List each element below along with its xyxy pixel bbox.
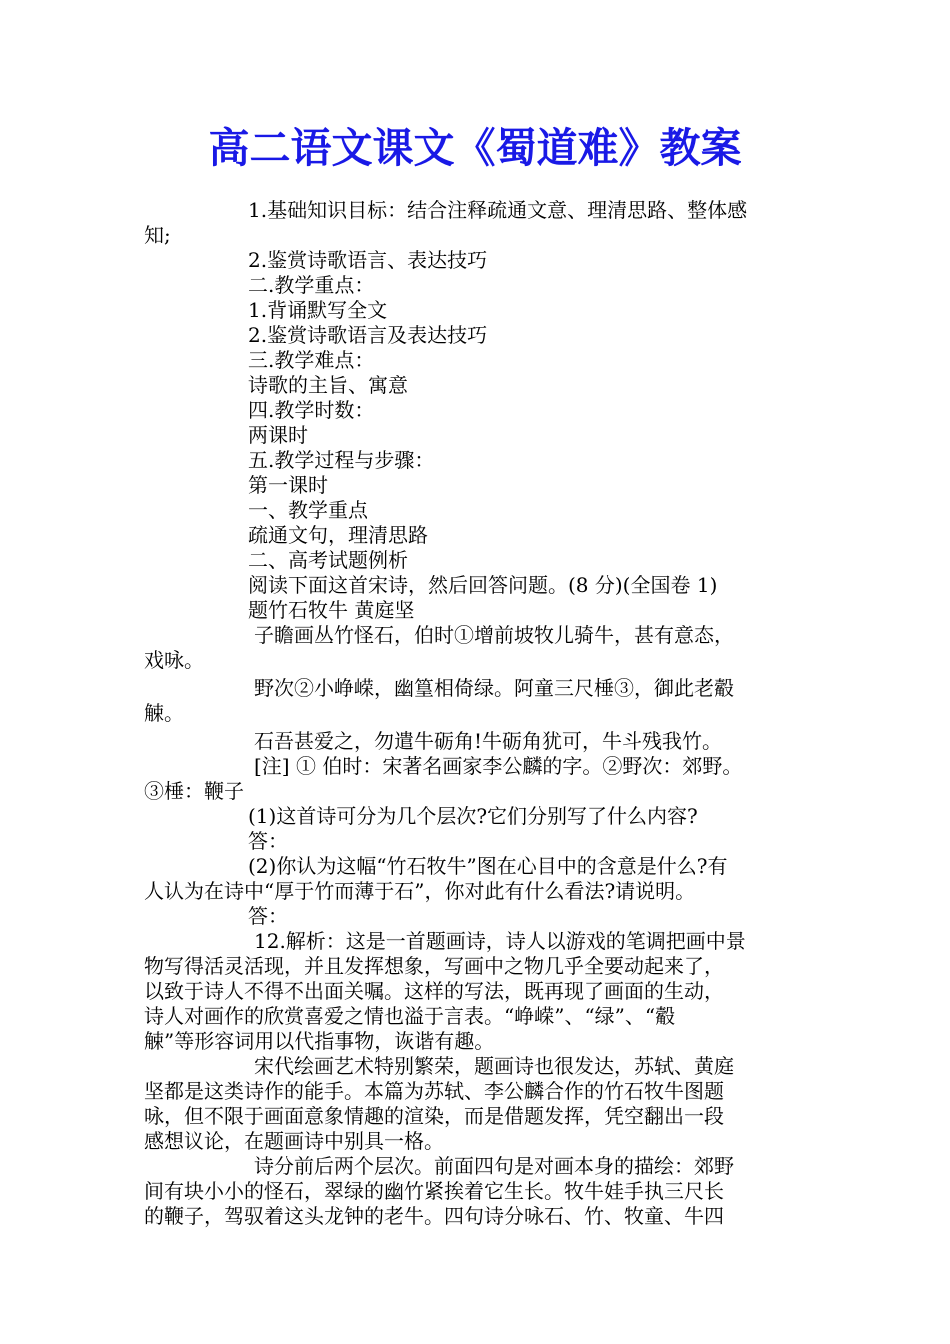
section-heading-hours: 四.教学时数： [248, 398, 375, 422]
analysis-para-3: 诗分前后两个层次。前面四句是对画本身的描绘：郊野 [254, 1154, 734, 1178]
answer-label-1: 答： [248, 829, 288, 853]
difficulty-item: 诗歌的主旨、寓意 [248, 373, 408, 397]
analysis-para-3-line-3: 的鞭子，驾驭着这头龙钟的老牛。四句诗分咏石、竹、牧童、牛四 [144, 1204, 724, 1228]
analysis-para-1-line-2: 物写得活灵活现，并且发挥想象，写画中之物几乎全要动起来了， [144, 954, 724, 978]
key-point-text: 疏通文句，理清思路 [248, 523, 428, 547]
key-point-1: 1.背诵默写全文 [248, 298, 388, 322]
hours-item: 两课时 [248, 423, 308, 447]
analysis-para-2: 宋代绘画艺术特别繁荣，题画诗也很发达，苏轼、黄庭 [254, 1054, 734, 1078]
answer-label-2: 答： [248, 904, 288, 928]
exam-instruction: 阅读下面这首宋诗，然后回答问题。(8 分)(全国卷 1) [248, 573, 718, 597]
question-2: (2)你认为这幅“竹石牧牛”图在心目中的含意是什么?有 [248, 854, 728, 878]
question-2-cont: 人认为在诗中“厚于竹而薄于石”，你对此有什么看法?请说明。 [144, 879, 696, 903]
section-heading-difficulties: 三.教学难点： [248, 348, 375, 372]
section-heading-process: 五.教学过程与步骤： [248, 448, 435, 472]
analysis-para-3-line-2: 间有块小小的怪石，翠绿的幽竹紧挨着它生长。牧牛娃手执三尺长 [144, 1179, 724, 1203]
poem-notes-cont: ③棰：鞭子 [144, 779, 244, 803]
analysis-para-1-line-3: 以致于诗人不得不出面关嘱。这样的写法，既再现了画面的生动， [144, 979, 724, 1003]
section-heading-key-points: 二.教学重点： [248, 273, 375, 297]
subheading-key-points: 一、教学重点 [248, 498, 368, 522]
poem-title: 题竹石牧牛 黄庭坚 [248, 598, 415, 622]
poem-preface-cont: 戏咏。 [144, 648, 204, 672]
analysis-para-1-line-4: 诗人对画作的欣赏喜爱之情也溢于言表。“峥嵘”、“绿”、“觳 [144, 1004, 676, 1028]
poem-line-2: 石吾甚爱之，勿遣牛砺角!牛砺角犹可，牛斗残我竹。 [254, 729, 723, 753]
key-point-2: 2.鉴赏诗歌语言及表达技巧 [248, 323, 488, 347]
subheading-exam: 二、高考试题例析 [248, 548, 408, 572]
poem-notes: [注] ① 伯时：宋著名画家李公麟的字。②野次：郊野。 [254, 754, 743, 778]
objective-line-2: 2.鉴赏诗歌语言、表达技巧 [248, 248, 488, 272]
analysis-para-2-line-3: 咏，但不限于画面意象情趣的渲染，而是借题发挥，凭空翻出一段 [144, 1104, 724, 1128]
document-title: 高二语文课文《蜀道难》教案 [208, 124, 742, 172]
objective-line-1: 1.基础知识目标：结合注释疏通文意、理清思路、整体感 [248, 198, 748, 222]
poem-line-1-cont: 觫。 [144, 701, 184, 725]
analysis-para-1-line-5: 觫”等形容词用以代指事物，诙谐有趣。 [144, 1029, 495, 1053]
document-body [144, 198, 809, 1229]
question-1: (1)这首诗可分为几个层次?它们分别写了什么内容? [248, 804, 698, 828]
lesson-heading: 第一课时 [248, 473, 328, 497]
poem-line-1: 野次②小峥嵘，幽篁相倚绿。阿童三尺棰③，御此老觳 [254, 676, 734, 700]
analysis-para-2-line-4: 感想议论，在题画诗中别具一格。 [144, 1129, 444, 1153]
analysis-para-1: 12.解析：这是一首题画诗，诗人以游戏的笔调把画中景 [254, 929, 746, 953]
objective-line-1-cont: 知; [144, 223, 171, 247]
poem-preface: 子瞻画丛竹怪石，伯时①增前坡牧儿骑牛，甚有意态， [254, 623, 734, 647]
analysis-para-2-line-2: 坚都是这类诗作的能手。本篇为苏轼、李公麟合作的竹石牧牛图题 [144, 1079, 724, 1103]
